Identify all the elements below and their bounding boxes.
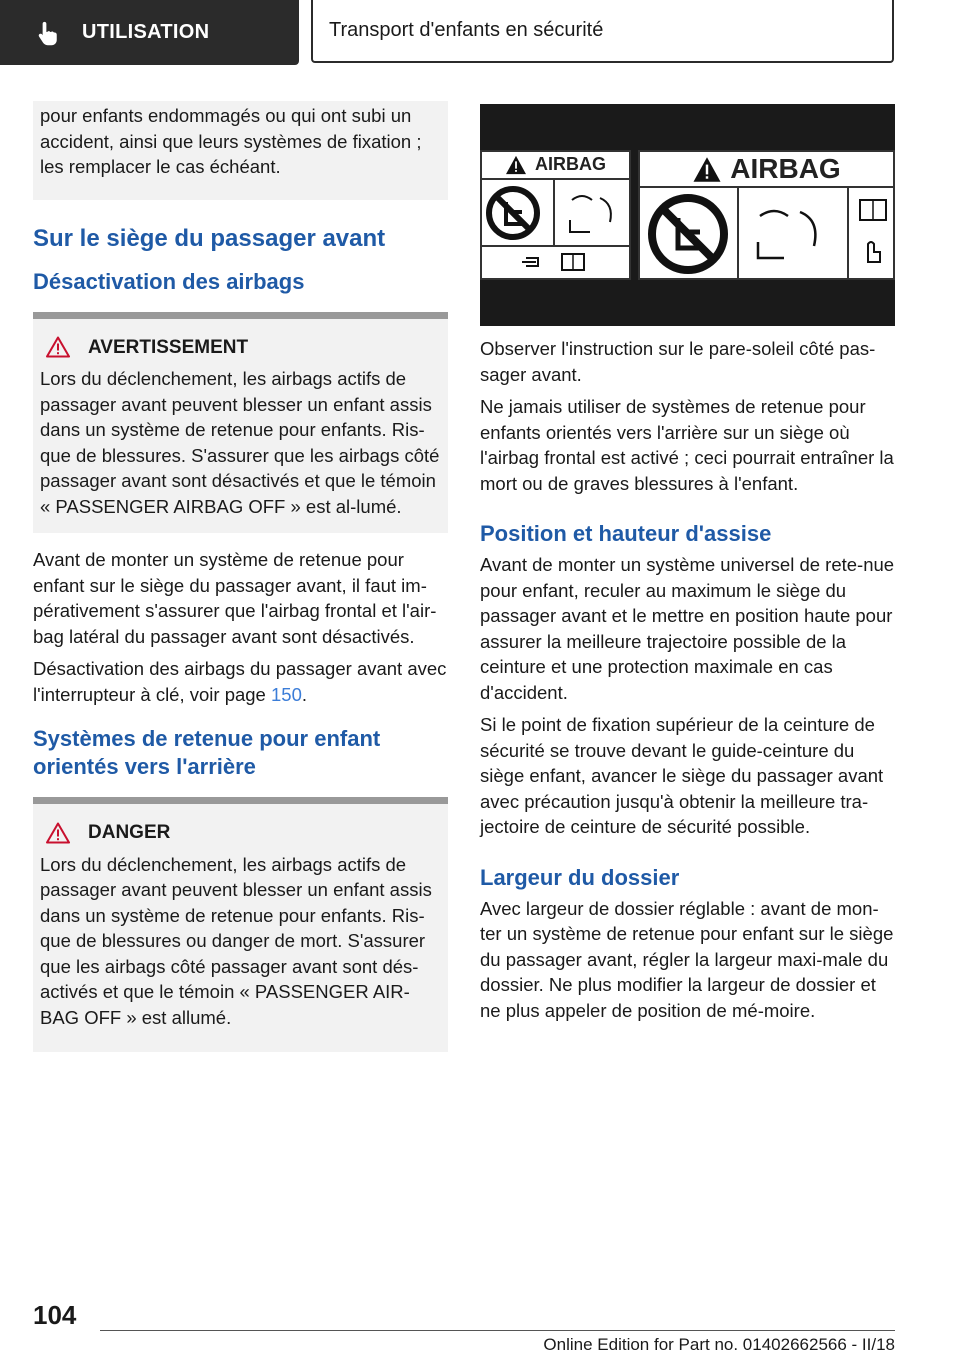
airbag-label-header: [482, 152, 629, 180]
intro-text: pour enfants endommagés ou qui ont subi un accident, ainsi que leurs systèmes de fixation ; les remplacer le cas échéant.: [40, 105, 422, 177]
section-tab[interactable]: [0, 0, 299, 65]
warning-triangle-icon: [692, 156, 722, 183]
paragraph: Ne jamais utiliser de systèmes de retenue pour enfants orientés vers l'arrière sur un siège où l'airbag frontal est activé ; ceci pourrait entraîner la mort ou de graves blessures à l'enfant.: [480, 396, 894, 494]
warning-header: [40, 335, 441, 361]
heading-backrest: Largeur du dossier: [480, 864, 680, 890]
danger-text: Lors du déclenchement, les airbags actifs de passager avant peuvent blesser un enfant assis dans un système de retenue pour enfants. Ris-que de blessures ou danger de mort. S'assurer que les airbags côté passager avant sont dés-activés et que le témoin « PASSENGER AIR-BAG OFF » est allumé.: [40, 853, 432, 1028]
danger-header: [40, 820, 441, 846]
chapter-title: [311, 0, 894, 63]
warning-triangle-icon: [46, 336, 70, 358]
airbag-labels-image: [480, 104, 895, 326]
danger-title: DANGER: [88, 822, 171, 843]
chapter-title-text: Transport d'enfants en sécurité: [329, 19, 604, 41]
section-label: UTILISATION: [82, 21, 210, 43]
airbag-label-large: [638, 150, 895, 280]
paragraph-end: .: [301, 683, 308, 705]
heading-position: Position et hauteur d'assise: [480, 521, 772, 546]
paragraph: Si le point de fixation supérieur de la ceinture de sécurité se trouve devant le guide-ceinture du siège enfant, avancer le siège du passager avant avec précaution jusqu'à obtenir la meilleure tra-jectoire de ceinture de sécurité possible.: [480, 714, 884, 837]
airbag-label-header: [640, 152, 893, 188]
intro-box: [33, 101, 448, 200]
paragraph: Avant de monter un système universel de rete-nue pour enfant, reculer au maximum le siège du passager avant et le mettre en position haute pour assurer la meilleure trajectoire possible de la ceinture et une protection maximale en cas d'accident.: [480, 554, 895, 703]
paragraph-text: Désactivation des airbags du passager avant avec l'interrupteur à clé, voir page: [33, 658, 447, 705]
warning-box: [33, 312, 448, 534]
heading-rear-facing: Systèmes de retenue pour enfant orientés vers l'arrière: [33, 726, 381, 779]
left-column: [33, 101, 448, 1066]
airbag-label-text: AIRBAG: [535, 154, 606, 175]
warning-triangle-icon: [46, 822, 70, 844]
paragraph: Observer l'instruction sur le pare-soleil côté pas-sager avant.: [480, 338, 876, 385]
airbag-pictograms: [640, 188, 893, 280]
airbag-label-small: [480, 150, 631, 280]
paragraph-page-ref: [33, 656, 448, 707]
pointing-hand-icon: [34, 19, 62, 47]
warning-text: Lors du déclenchement, les airbags actifs de passager avant peuvent blesser un enfant assis dans un système de retenue pour enfants. Ris-que de blessures. S'assurer que les airbags côté passager avant sont désactivés et que le témoin « PASSENGER AIRBAG OFF » est al-lumé.: [40, 368, 440, 517]
warning-title: AVERTISSEMENT: [88, 336, 249, 358]
warning-triangle-icon: [505, 155, 527, 175]
danger-box: [33, 797, 448, 1052]
right-column: [480, 104, 895, 1030]
paragraph: Avec largeur de dossier réglable : avant de mon-ter un système de retenue pour enfant sur le siège du passager avant, régler la largeur maxi-male du dossier. Ne plus modifier la largeur de dossier et ne plus appeler de position de mé-moire.: [480, 897, 894, 1021]
paragraph: Avant de monter un système de retenue pour enfant sur le siège du passager avant, il faut im-pérativement s'assurer que l'airbag frontal et l'air-bag latéral du passager avant sont désactivés.: [33, 549, 437, 647]
footer-divider: [100, 1330, 895, 1331]
airbag-pictograms: [482, 180, 629, 280]
heading-deactivation: Désactivation des airbags: [33, 268, 305, 294]
airbag-label-text: AIRBAG: [730, 153, 841, 185]
page-link[interactable]: 150: [271, 683, 302, 705]
page-number: 104: [33, 1300, 77, 1330]
edition-text: Online Edition for Part no. 01402662566 - II/18: [543, 1335, 895, 1354]
heading-front-seat: Sur le siège du passager avant: [33, 224, 386, 252]
